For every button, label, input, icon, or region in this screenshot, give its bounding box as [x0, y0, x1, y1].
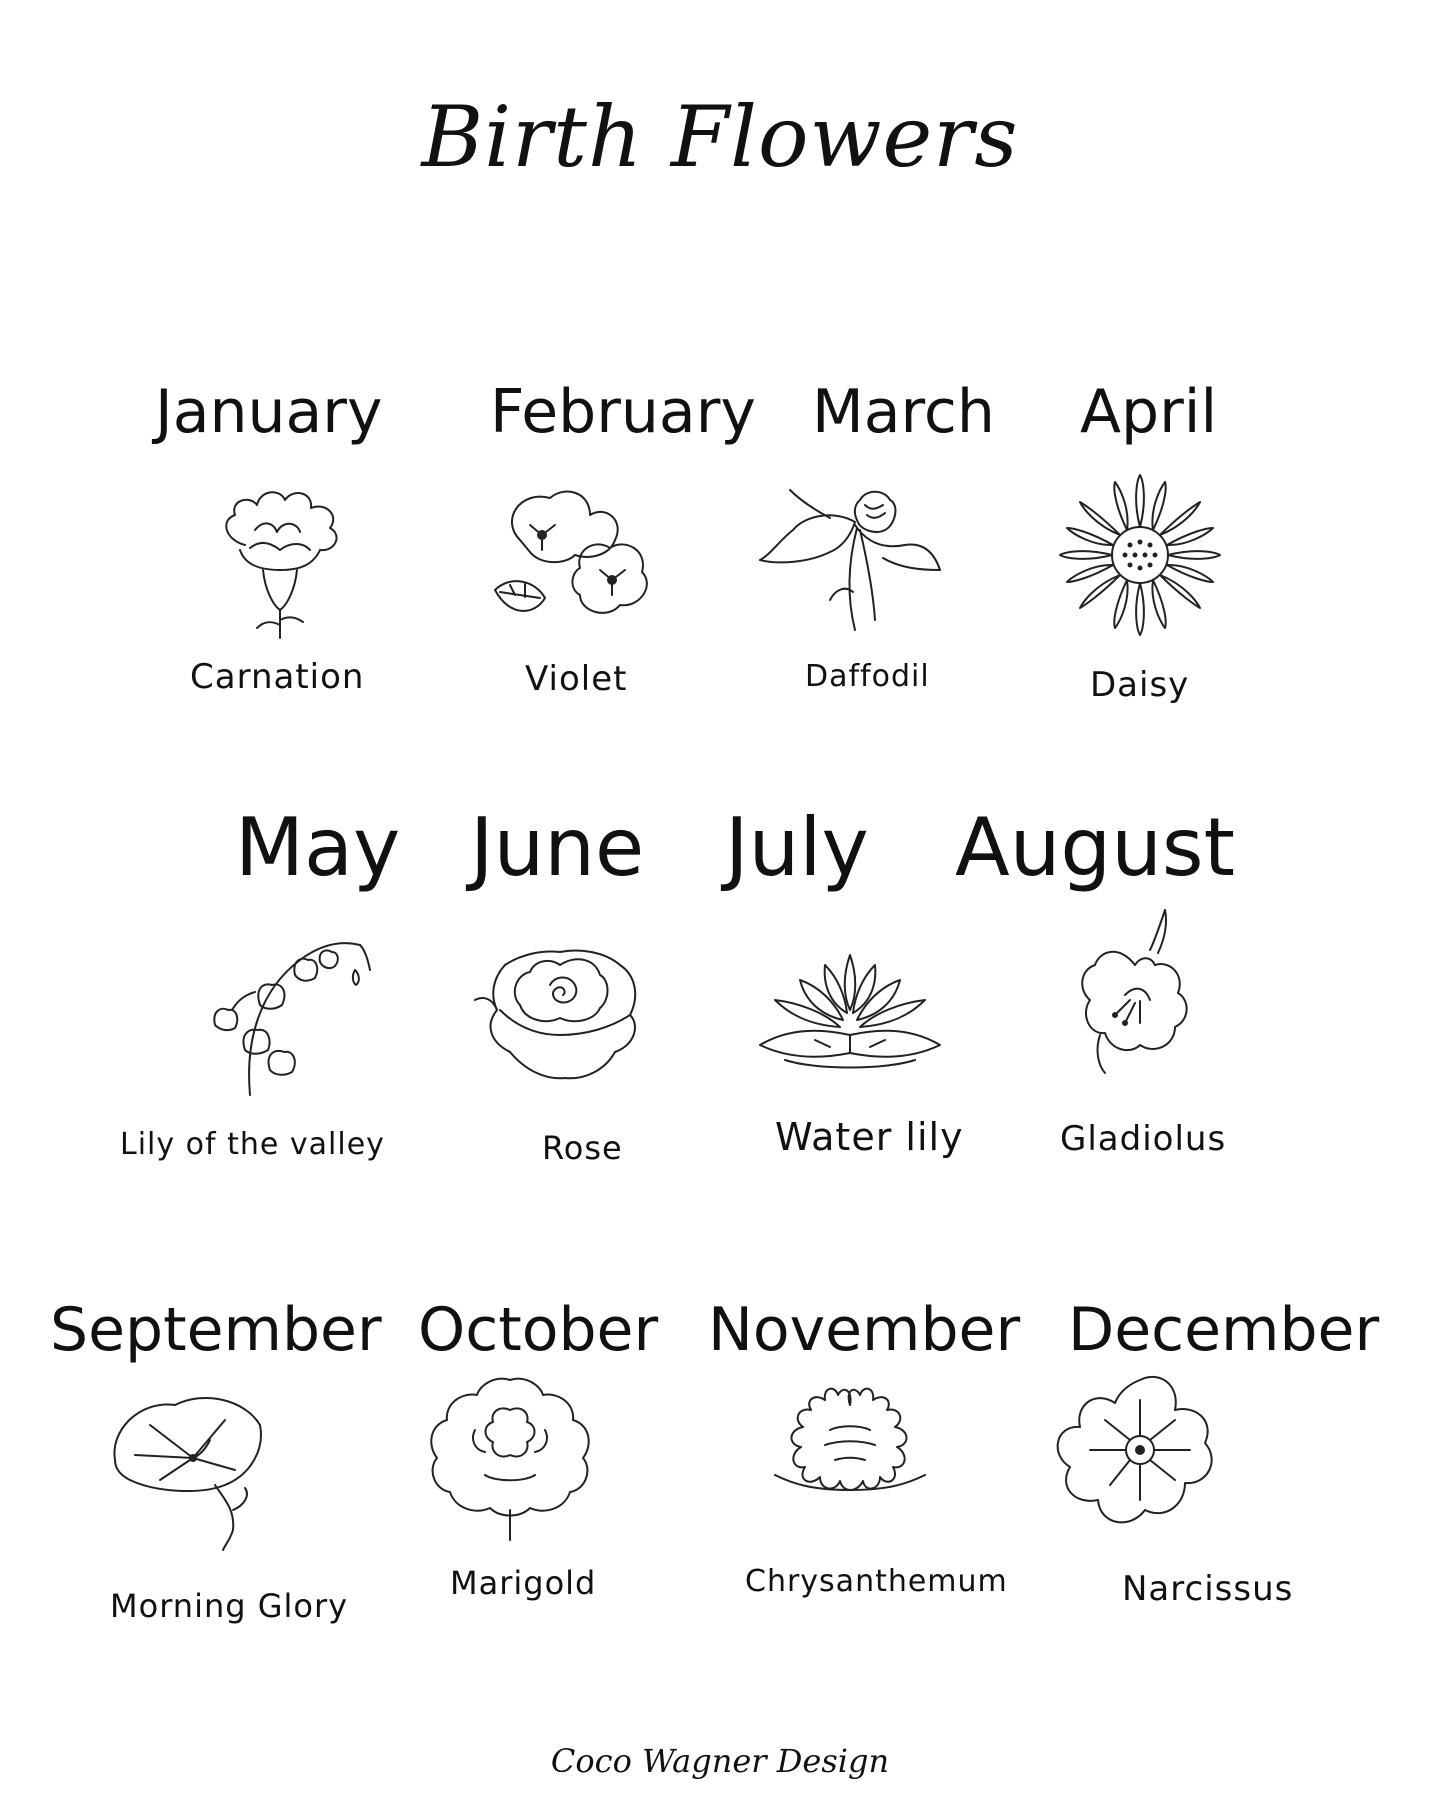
flower-label-rose: Rose: [542, 1129, 623, 1167]
month-october: October: [418, 1295, 659, 1365]
flower-label-lily-of-the-valley: Lily of the valley: [120, 1127, 385, 1162]
page-title: Birth Flowers: [421, 88, 1019, 186]
gladiolus-icon: [1040, 905, 1230, 1075]
morning-glory-icon: [105, 1380, 295, 1550]
flower-label-gladiolus: Gladiolus: [1060, 1119, 1227, 1159]
month-may: May: [235, 801, 401, 894]
narcissus-icon: [1040, 1365, 1230, 1535]
month-december: December: [1068, 1295, 1380, 1365]
carnation-icon: [185, 470, 375, 640]
flower-label-violet: Violet: [525, 659, 628, 699]
month-february: February: [490, 377, 756, 447]
month-june: June: [470, 801, 645, 894]
flower-label-water-lily: Water lily: [775, 1115, 964, 1159]
month-september: September: [50, 1295, 382, 1365]
marigold-icon: [415, 1370, 605, 1540]
water-lily-icon: [755, 935, 945, 1105]
chrysanthemum-icon: [755, 1375, 945, 1545]
month-august: August: [955, 801, 1235, 894]
flower-label-chrysanthemum: Chrysanthemum: [745, 1564, 1008, 1599]
month-march: March: [812, 377, 995, 447]
violet-icon: [480, 480, 670, 650]
month-july: July: [725, 801, 869, 894]
flower-label-morning-glory: Morning Glory: [110, 1587, 349, 1625]
lily-of-the-valley-icon: [200, 930, 390, 1100]
daisy-icon: [1045, 470, 1235, 640]
daffodil-icon: [755, 480, 945, 650]
designer-signature: Coco Wagner Design: [550, 1742, 890, 1780]
flower-label-daffodil: Daffodil: [805, 659, 930, 694]
flower-label-daisy: Daisy: [1090, 665, 1190, 705]
month-january: January: [155, 377, 383, 447]
flower-label-carnation: Carnation: [190, 657, 365, 697]
flower-label-marigold: Marigold: [450, 1564, 597, 1602]
month-november: November: [708, 1295, 1021, 1365]
flower-label-narcissus: Narcissus: [1122, 1569, 1294, 1609]
rose-icon: [465, 930, 655, 1100]
month-april: April: [1080, 377, 1218, 447]
